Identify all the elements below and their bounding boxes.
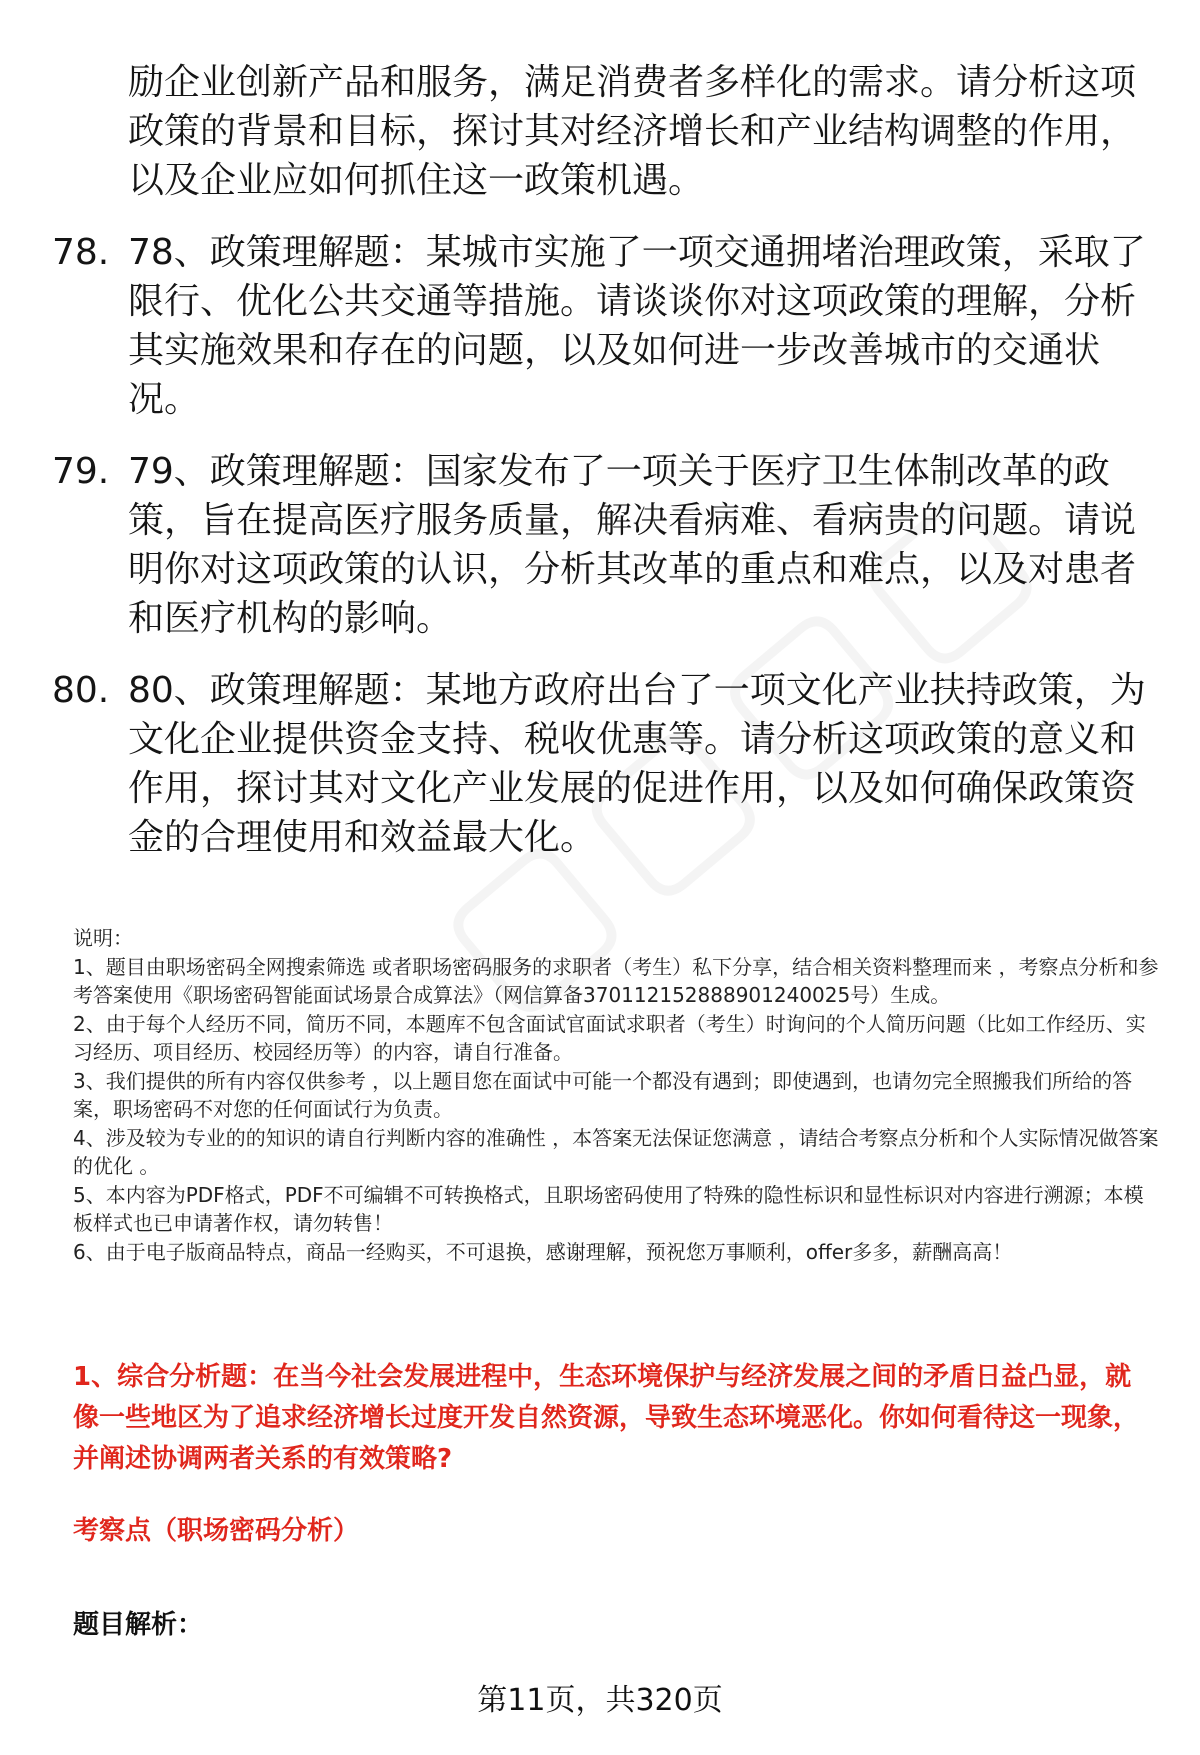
question-text: 励企业创新产品和服务，满足消费者多样化的需求。请分析这项政策的背景和目标，探讨其对经济增长和产业结构调整的作用，以及企业应如何抓住这一政策机遇。 — [128, 62, 1137, 201]
list-item — [52, 58, 1152, 205]
note-item: 2、由于每个人经历不同，简历不同，本题库不包含面试官面试求职者（考生）时询问的个人简历问题（比如工作经历、实习经历、项目经历、校园经历等）的内容，请自行准备。 — [73, 1011, 1146, 1064]
page-footer: 第11页，共320页 — [477, 1683, 723, 1718]
notes-title: 说明： — [73, 926, 133, 950]
list-item — [52, 666, 1152, 862]
question-list — [52, 58, 1152, 862]
note-item: 3、我们提供的所有内容仅供参考 ，以上题目您在面试中可能一个都没有遇到；即使遇到，也请勿完全照搬我们所给的答案，职场密码不对您的任何面试行为负责。 — [73, 1068, 1133, 1121]
notes-section — [73, 924, 1163, 1266]
question-number: 80. — [52, 670, 110, 711]
note-item: 5、本内容为PDF格式，PDF不可编辑不可转换格式，且职场密码使用了特殊的隐性标识和显性标识对内容进行溯源；本模板样式也已申请著作权，请勿转售！ — [73, 1182, 1144, 1235]
question-text: 79、政策理解题：国家发布了一项关于医疗卫生体制改革的政策，旨在提高医疗服务质量，解决看病难、看病贵的问题。请说明你对这项政策的认识，分析其改革的重点和难点，以及对患者和医疗机构的影响。 — [128, 451, 1137, 639]
question-text: 80、政策理解题：某地方政府出台了一项文化产业扶持政策，为文化企业提供资金支持、税收优惠等。请分析这项政策的意义和作用，探讨其对文化产业发展的促进作用，以及如何确保政策资金的合理使用和效益最大化。 — [128, 670, 1146, 858]
analysis-heading: 题目解析： — [73, 1610, 204, 1640]
list-item — [52, 228, 1152, 424]
note-item: 1、题目由职场密码全网搜索筛选 或者职场密码服务的求职者（考生）私下分享，结合相关资料整理而来 ，考察点分析和参考答案使用《职场密码智能面试场景合成算法》（网信算备370112152888901240025号）生成。 — [73, 954, 1159, 1007]
note-item: 6、由于电子版商品特点，商品一经购买，不可退换，感谢理解，预祝您万事顺利，offer多多，薪酬高高！ — [73, 1239, 1013, 1264]
question-number: 79. — [52, 451, 110, 492]
question-text: 78、政策理解题：某城市实施了一项交通拥堵治理政策，采取了限行、优化公共交通等措施。请谈谈你对这项政策的理解，分析其实施效果和存在的问题，以及如何进一步改善城市的交通状况。 — [128, 232, 1146, 420]
question-number: 78. — [52, 232, 110, 273]
exam-point-heading: 考察点（职场密码分析） — [73, 1516, 360, 1546]
list-item — [52, 447, 1152, 643]
note-item: 4、涉及较为专业的的知识的请自行判断内容的准确性 ，本答案无法保证您满意 ，请结合考察点分析和个人实际情况做答案的优化 。 — [73, 1125, 1159, 1178]
highlight-question: 1、综合分析题：在当今社会发展进程中，生态环境保护与经济发展之间的矛盾日益凸显，就像一些地区为了追求经济增长过度开发自然资源，导致生态环境恶化。你如何看待这一现象，并阐述协调两者关系的有效策略? — [73, 1362, 1140, 1474]
